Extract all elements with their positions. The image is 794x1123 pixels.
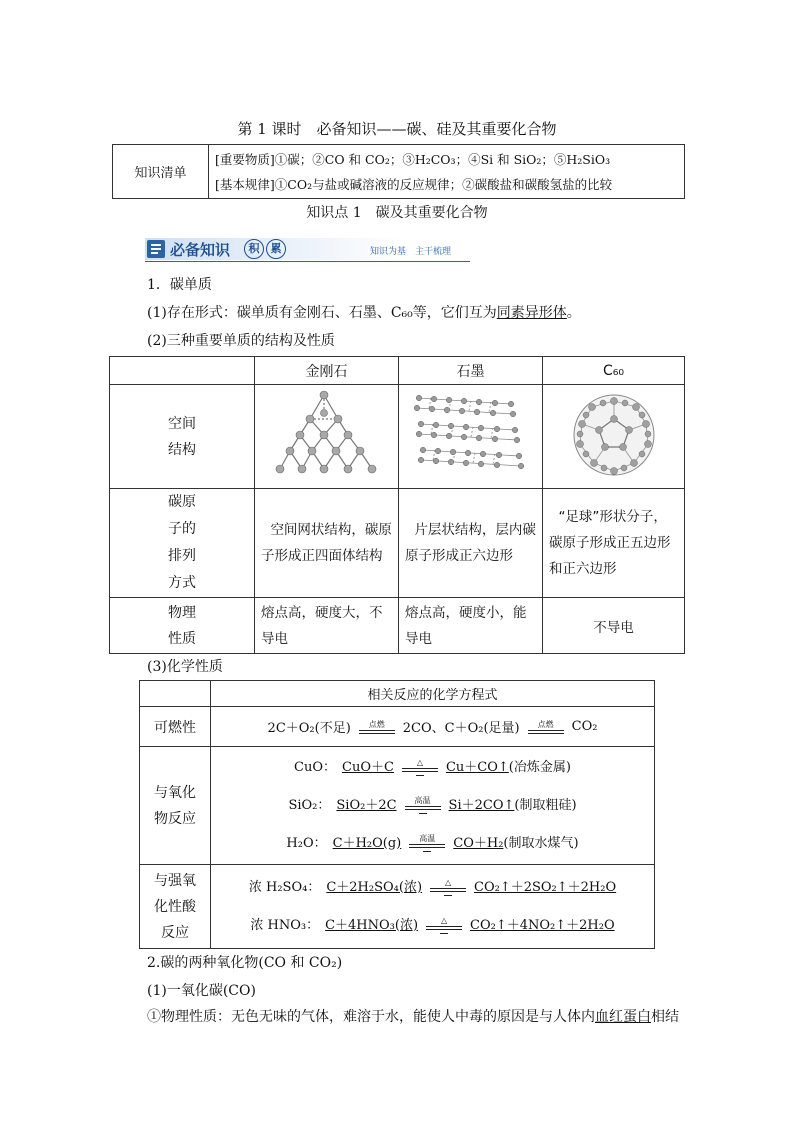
blank-allotrope: 同素异形体 bbox=[496, 305, 567, 321]
label-physical: 物理 性质 bbox=[110, 598, 255, 654]
chemical-properties-table bbox=[139, 680, 655, 949]
banner-badge-2: 累 bbox=[266, 239, 286, 259]
acid-equation-hno3: 浓 HNO₃： C＋4HNO₃(浓) △ CO₂↑＋4NO₂↑＋2H₂O bbox=[250, 916, 615, 933]
knowledge-list-label: 知识清单 bbox=[113, 145, 209, 199]
section-1-p1: (1)存在形式：碳单质有金刚石、石墨、C₆₀等，它们互为同素异形体。 bbox=[147, 305, 581, 321]
allotrope-table bbox=[109, 356, 685, 654]
knowledge-list-line1: [重要物质]①碳；②CO 和 CO₂；③H₂CO₃；④Si 和 SiO₂；⑤H₂SiO₃ bbox=[215, 151, 611, 167]
section-2-p2: ①物理性质：无色无味的气体，难溶于水，能使人中毒的原因是与人体内血红蛋白相结 bbox=[147, 1009, 679, 1025]
section-1-p2: (2)三种重要单质的结构及性质 bbox=[147, 333, 335, 349]
page-title: 第 1 课时 必备知识——碳、硅及其重要化合物 bbox=[237, 120, 557, 138]
c60-arrangement: “足球”形状分子，碳原子形成正五边形和正六边形 bbox=[543, 489, 685, 598]
diamond-arrangement: 空间网状结构，碳原子形成正四面体结构 bbox=[255, 489, 399, 598]
graphite-arrangement: 片层状结构，层内碳原子形成正六边形 bbox=[399, 489, 543, 598]
combustion-equation: 2C＋O₂(不足) 点燃 2CO、C＋O₂(足量) 点燃 CO₂ bbox=[267, 719, 598, 736]
blank-hemoglobin: 血红蛋白 bbox=[595, 1009, 651, 1025]
header-c60: C₆₀ bbox=[543, 357, 685, 385]
header-diamond: 金刚石 bbox=[255, 357, 399, 385]
diamond-physical: 熔点高，硬度大，不导电 bbox=[255, 598, 399, 654]
section-3-heading: (3)化学性质 bbox=[147, 659, 223, 675]
label-acid-reaction: 与强氧 化性酸 反应 bbox=[140, 865, 211, 949]
graphite-physical: 熔点高，硬度小，能导电 bbox=[399, 598, 543, 654]
graphite-structure-image bbox=[399, 385, 543, 489]
label-structure: 空间 结构 bbox=[110, 385, 255, 489]
reaction-header: 相关反应的化学方程式 bbox=[211, 681, 655, 707]
knowledge-list-table bbox=[112, 144, 685, 199]
oxide-equation-h2o: H₂O： C＋H₂O(g) 高温 CO＋H₂(制取水煤气) bbox=[286, 834, 579, 851]
section-1-heading: 1．碳单质 bbox=[147, 277, 212, 293]
oxide-equation-cuo: CuO： CuO＋C △ Cu＋CO↑(冶炼金属) bbox=[294, 758, 571, 775]
knowledge-list-line2: [基本规律]①CO₂与盐或碱溶液的反应规律；②碳酸盐和碳酸氢盐的比较 bbox=[215, 176, 613, 192]
header-graphite: 石墨 bbox=[399, 357, 543, 385]
c60-physical: 不导电 bbox=[543, 598, 685, 654]
banner-badge-1: 积 bbox=[244, 239, 264, 259]
banner-subtitle: 知识为基 主干梳理 bbox=[370, 247, 452, 257]
banner-title: 必备知识 bbox=[170, 241, 231, 259]
section-2-heading: 2.碳的两种氧化物(CO 和 CO₂) bbox=[147, 955, 343, 971]
label-arrangement: 碳原 子的 排列 方式 bbox=[110, 489, 255, 598]
oxide-equation-sio2: SiO₂： SiO₂＋2C 高温 Si＋2CO↑(制取粗硅) bbox=[288, 796, 577, 813]
label-combustion: 可燃性 bbox=[140, 707, 211, 747]
label-oxide-reaction: 与氧化 物反应 bbox=[140, 747, 211, 865]
section-2-p1: (1)一氧化碳(CO) bbox=[147, 983, 256, 999]
book-icon bbox=[147, 240, 165, 258]
acid-equation-h2so4: 浓 H₂SO₄： C＋2H₂SO₄(浓) △ CO₂↑＋2SO₂↑＋2H₂O bbox=[248, 878, 617, 895]
diamond-structure-image bbox=[255, 385, 399, 489]
section-banner bbox=[145, 238, 470, 262]
c60-structure-image bbox=[543, 385, 685, 489]
knowledge-point-title: 知识点 1 碳及其重要化合物 bbox=[306, 205, 488, 221]
